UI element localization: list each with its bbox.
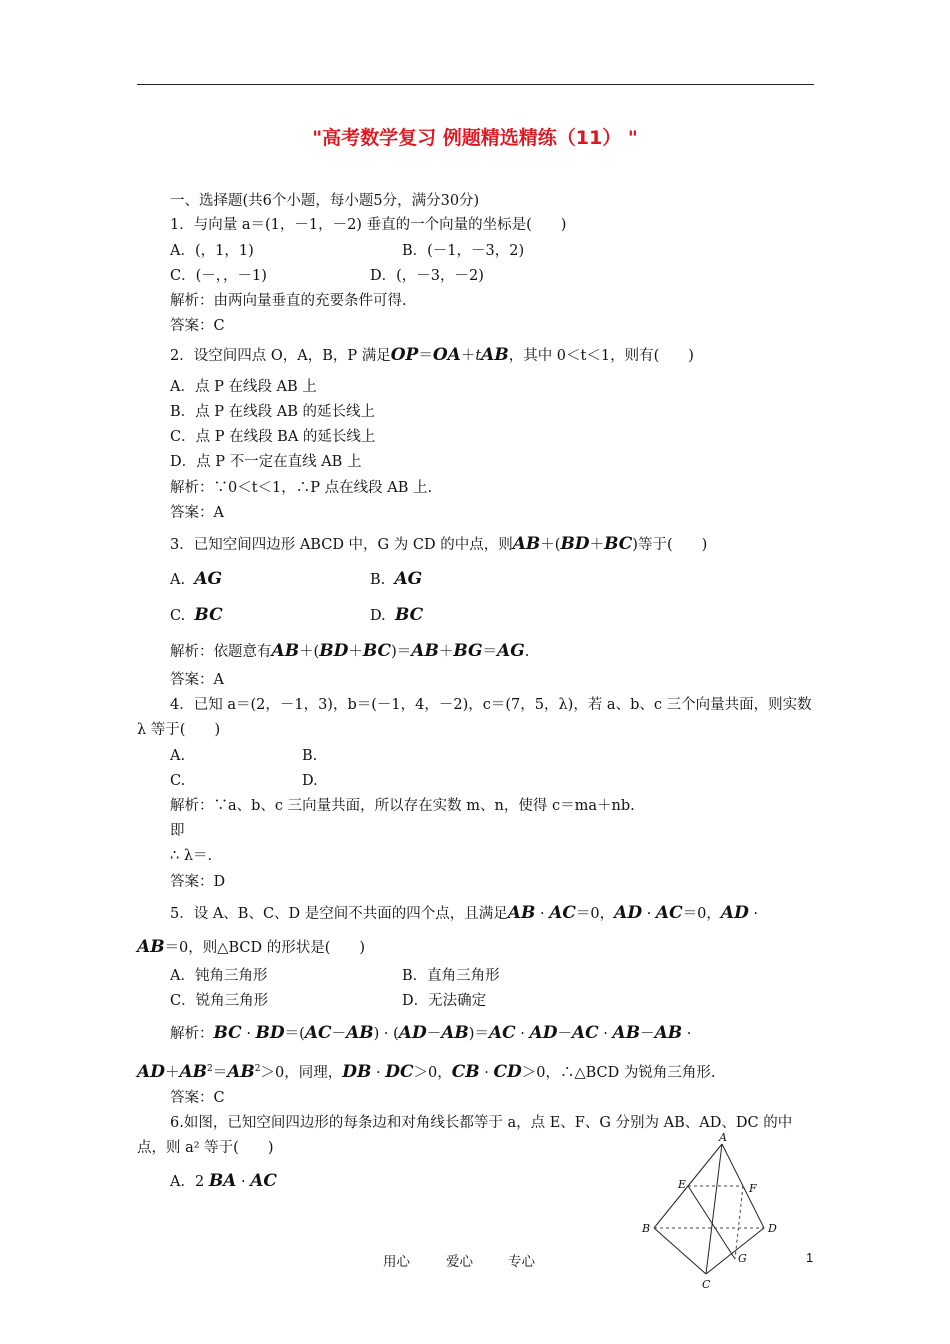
vec-cd: CD [493, 1061, 522, 1082]
vec-ba: BA [208, 1171, 237, 1191]
label-e: E [678, 1178, 687, 1191]
vec-bd: BD [560, 534, 590, 554]
q1-answer: 答案：C [170, 318, 225, 334]
vec-ag: AG [394, 569, 423, 589]
q3-option-c: C. BC [170, 605, 223, 625]
q2-stem-pre: 2．设空间四点 O，A，B，P 满足 [170, 348, 391, 364]
q5-option-d: D．无法确定 [402, 993, 487, 1009]
label-a: A [719, 1132, 727, 1144]
q5-stem-line2: AB＝0，则△BCD 的形状是( ) [137, 937, 366, 957]
q2-option-d: D．点 P 不一定在直线 AB 上 [170, 454, 362, 470]
footer-text-2: 爱心 [446, 1254, 473, 1270]
header-rule [137, 84, 814, 85]
vec-db: DB [342, 1061, 372, 1082]
q3-option-b: B. AG [370, 569, 423, 589]
q3-answer: 答案：A [170, 672, 224, 688]
q4-therefore: ∴ λ＝. [170, 848, 213, 864]
footer-text-1: 用心 [383, 1254, 410, 1270]
q3-analysis: 解析：依题意有AB＋(BD＋BC)＝AB＋BG＝AG. [170, 641, 530, 661]
q5-option-a: A．钝角三角形 [170, 968, 268, 984]
vec-oa: OA [432, 345, 461, 365]
vec-op: OP [390, 345, 419, 365]
q2-analysis: 解析：∵0＜t＜1，∴P 点在线段 AB 上. [170, 480, 433, 496]
q1-option-c: C．(－，，－1) [170, 268, 267, 284]
q4-stem-line2: λ 等于( ) [137, 722, 221, 738]
vec-ab: AB [512, 534, 541, 554]
vec-cb: CB [451, 1061, 480, 1082]
q5-analysis-line1: 解析：BC · BD＝(AC－AB) · (AD－AB)＝AC · AD－AC · AB－AB · [170, 1023, 692, 1043]
q5-stem-line1: 5．设 A、B、C、D 是空间不共面的四个点，且满足AB · AC＝0，AD · AC＝0，AD · [170, 903, 759, 923]
vec-ag: AG [194, 569, 223, 589]
q4-answer: 答案：D [170, 874, 226, 890]
page-title: "高考数学复习 例题精选精练（11） " [312, 127, 638, 149]
vec-dc: DC [385, 1061, 414, 1082]
q4-option-a: A. [170, 748, 186, 764]
q2-option-b: B．点 P 在线段 AB 的延长线上 [170, 404, 375, 420]
label-g: G [738, 1252, 747, 1265]
q5-option-c: C．锐角三角形 [170, 993, 269, 1009]
vec-bg: BG [453, 641, 483, 661]
q1-analysis: 解析：由两向量垂直的充要条件可得. [170, 293, 407, 309]
q4-option-c: C. [170, 773, 186, 789]
vec-ac: AC [549, 903, 576, 923]
section-heading: 一、选择题(共6个小题，每小题5分，满分30分) [170, 193, 480, 209]
q2-option-c: C．点 P 在线段 BA 的延长线上 [170, 429, 376, 445]
tetrahedron-figure [636, 1132, 786, 1292]
vec-bc: BC [194, 605, 223, 625]
q3-option-d: D. BC [370, 605, 424, 625]
q1-option-b: B．(－1，－3，2) [402, 243, 525, 259]
q5-analysis-line2: $AD+AB^2=AB^2>0$，同理，DB · DC＞0，CB · CD＞0，∴△BCD 为锐角三角形. [137, 1061, 716, 1082]
q3-stem-post: 等于( ) [637, 537, 708, 553]
q2-stem-post: ，其中 0＜t＜1，则有( ) [508, 348, 694, 364]
q2-stem: 2．设空间四点 O，A，B，P 满足OP＝OA＋tAB，其中 0＜t＜1，则有( ) [170, 345, 694, 365]
label-d: D [768, 1222, 777, 1235]
q3-option-a: A. AG [170, 569, 223, 589]
label-f: F [749, 1182, 757, 1195]
q1-option-a: A．(，1，1) [170, 243, 254, 259]
footer-text-3: 专心 [508, 1254, 535, 1270]
q4-stem-line1: 4．已知 a＝(2，－1，3)，b＝(－1，4，－2)，c＝(7，5，λ)，若 a、b、c 三个向量共面，则实数 [170, 697, 812, 713]
q4-ji: 即 [170, 823, 185, 839]
q1-stem: 1．与向量 a＝(1，－1，－2) 垂直的一个向量的坐标是( ) [170, 217, 567, 233]
label-b: B [642, 1222, 651, 1235]
q5-answer: 答案：C [170, 1090, 225, 1106]
vec-bc: BC [604, 534, 633, 554]
label-c: C [702, 1278, 711, 1291]
q6-option-a: A．2 BA · AC [170, 1171, 277, 1191]
q2-answer: 答案：A [170, 505, 224, 521]
q4-option-d: D. [302, 773, 318, 789]
q5-option-b: B．直角三角形 [402, 968, 500, 984]
vec-ad: AD [614, 903, 643, 923]
q4-option-b: B. [302, 748, 318, 764]
q1-option-d: D．(，－3，－2) [370, 268, 484, 284]
q2-option-a: A．点 P 在线段 AB 上 [170, 379, 317, 395]
vec-bc: BC [394, 605, 424, 625]
q4-analysis: 解析：∵a、b、c 三向量共面，所以存在实数 m、n，使得 c＝ma＋nb. [170, 798, 635, 814]
vec-ab: AB [481, 345, 509, 365]
q6-stem-line1: 6.如图，已知空间四边形的每条边和对角线长都等于 a，点 E、F、G 分别为 AB、AD、DC 的中 [170, 1115, 793, 1131]
page-number: 1 [806, 1250, 814, 1265]
q6-stem-line2: 点，则 a² 等于( ) [137, 1140, 274, 1156]
q3-stem-pre: 3．已知空间四边形 ABCD 中，G 为 CD 的中点，则 [170, 537, 513, 553]
q3-stem: 3．已知空间四边形 ABCD 中，G 为 CD 的中点，则AB＋(BD＋BC)等于( ) [170, 534, 708, 554]
